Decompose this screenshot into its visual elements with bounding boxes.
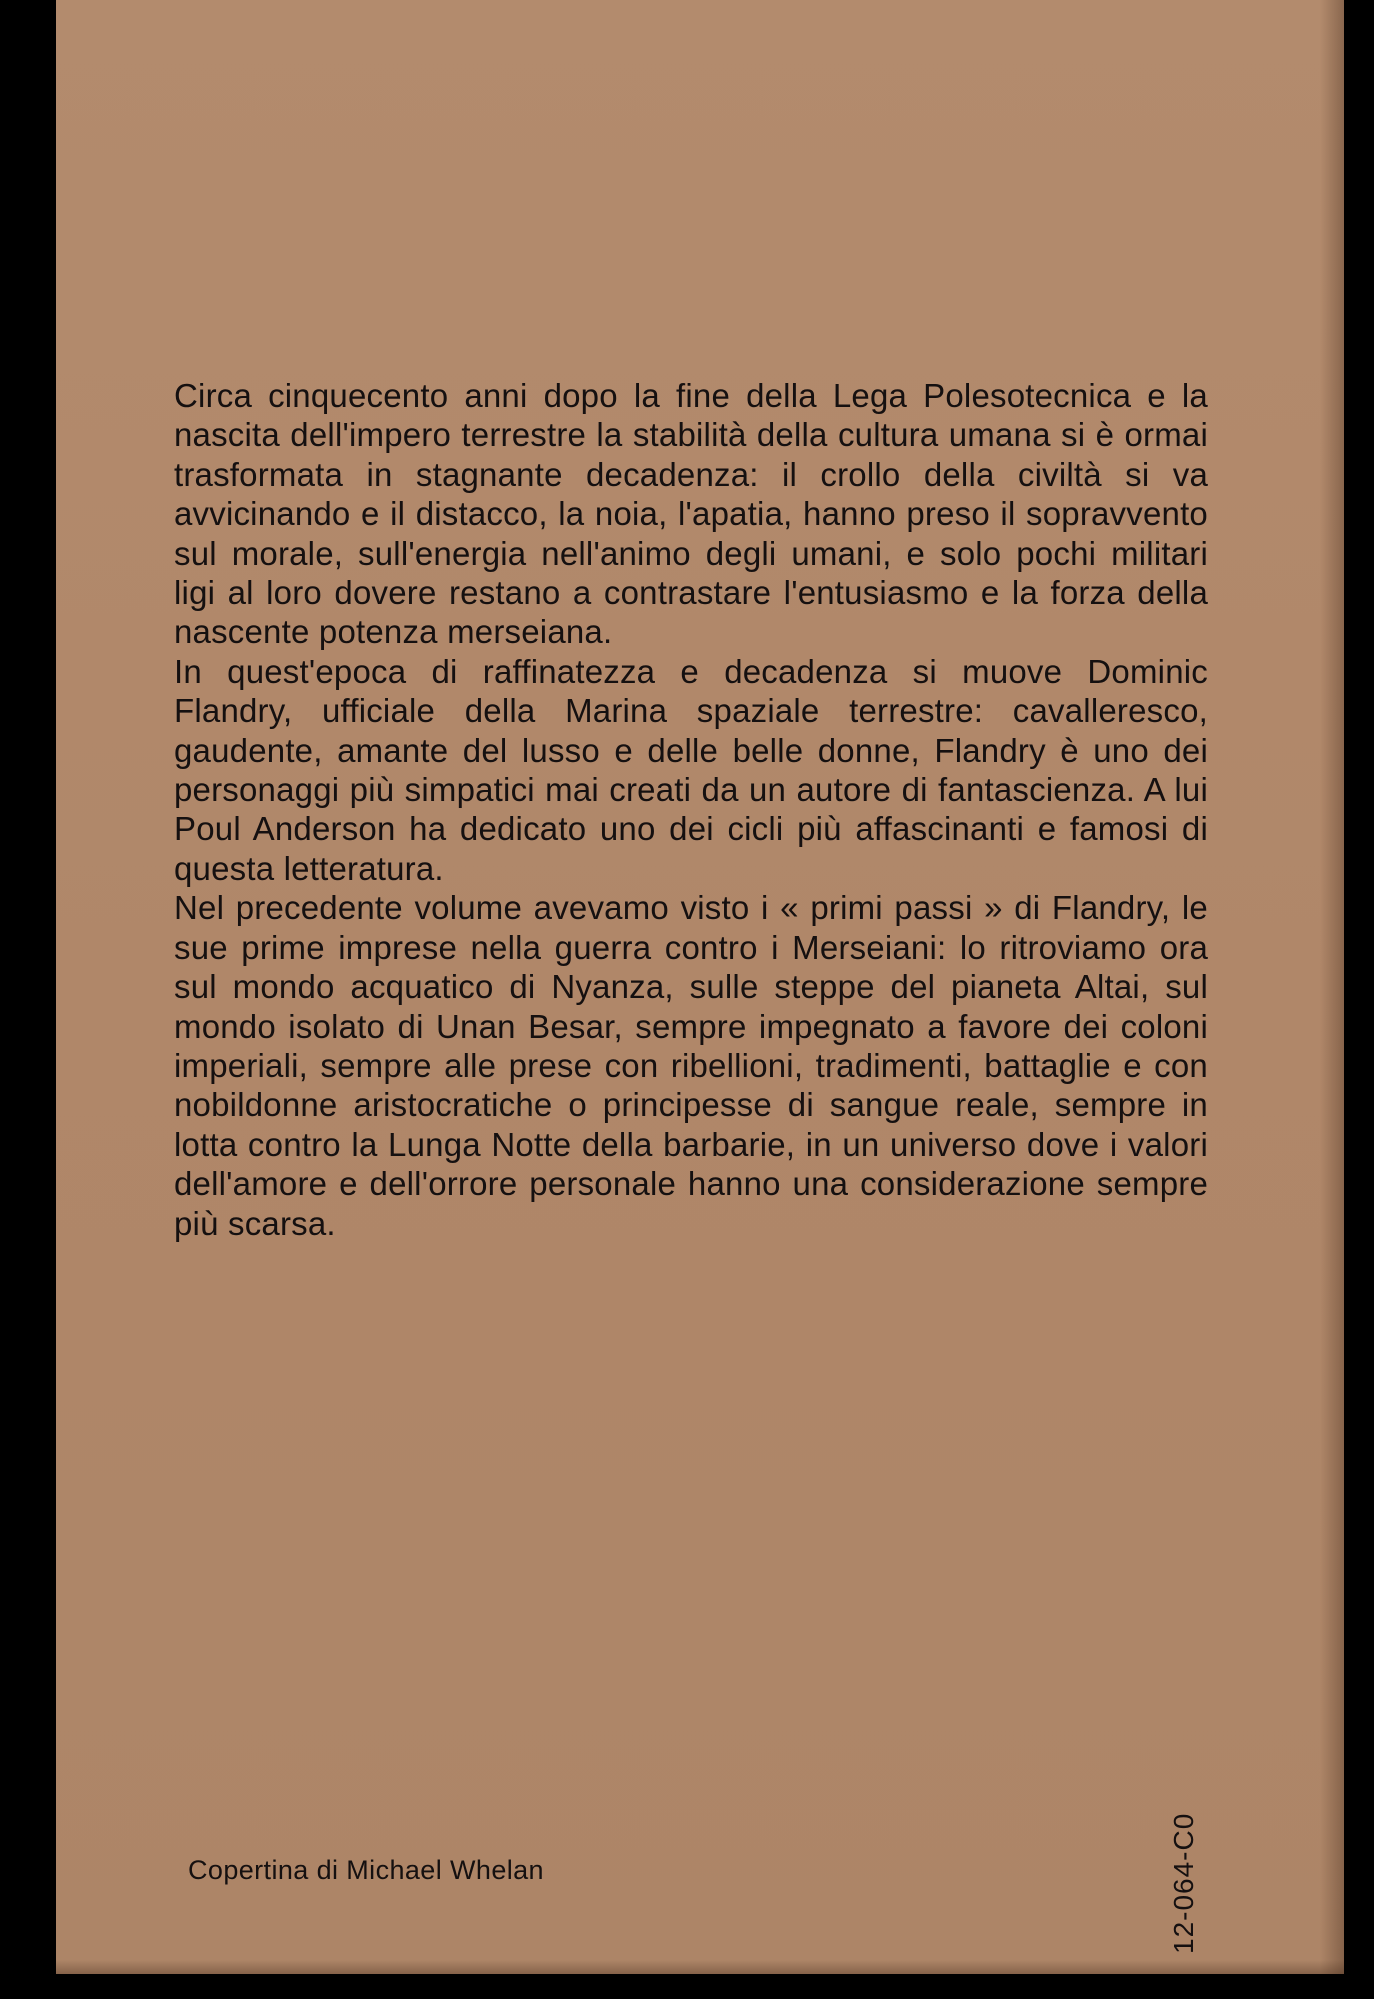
blurb-paragraph: Nel precedente volume avevamo visto i « primi passi » di Flandry, le sue prime imprese nella guerra contro i Merseiani: lo ritroviamo ora sul mondo acquatico di Nyanza, sulle steppe del pianeta Altai, sul mondo isolato di Unan Besar, sempre impegnato a favore dei coloni imperiali, sempre alle prese con ribellioni, tradimenti, battaglie e con nobildonne aristocratiche o principesse di sangue reale, sempre in lotta contro la Lunga Notte della barbarie, in un universo dove i valori dell'amore e dell'orrore personale hanno una considerazione sempre più scarsa. (174, 889, 1208, 1242)
blurb-paragraph: In quest'epoca di raffinatezza e decadenza si muove Dominic Flandry, ufficiale della Marina spaziale terrestre: cavalleresco, gaudente, amante del lusso e delle belle donne, Flandry è uno dei personaggi più simpatici mai creati da un autore di fantascienza. A lui Poul Anderson ha dedicato uno dei cicli più affascinanti e famosi di questa letteratura. (174, 652, 1208, 887)
blurb-paragraph: Circa cinquecento anni dopo la fine della Lega Polesotecnica e la nascita dell'impero terrestre la stabilità della cultura umana si è ormai trasformata in stagnante decadenza: il crollo della civiltà si va avvicinando e il distacco, la noia, l'apatia, hanno preso il sopravvento sul morale, sull'energia nell'animo degli umani, e solo pochi militari ligi al loro dovere restano a contrastare l'entusiasmo e la forza della nascente potenza merseiana. (174, 377, 1208, 651)
cover-bottom-shadow (56, 1960, 1344, 1974)
cover-edge-shadow (1320, 0, 1344, 1974)
catalog-code: 12-064-C0 (1168, 1812, 1199, 1954)
blurb-text (174, 376, 1208, 1243)
cover-artist-credit: Copertina di Michael Whelan (188, 1855, 544, 1885)
